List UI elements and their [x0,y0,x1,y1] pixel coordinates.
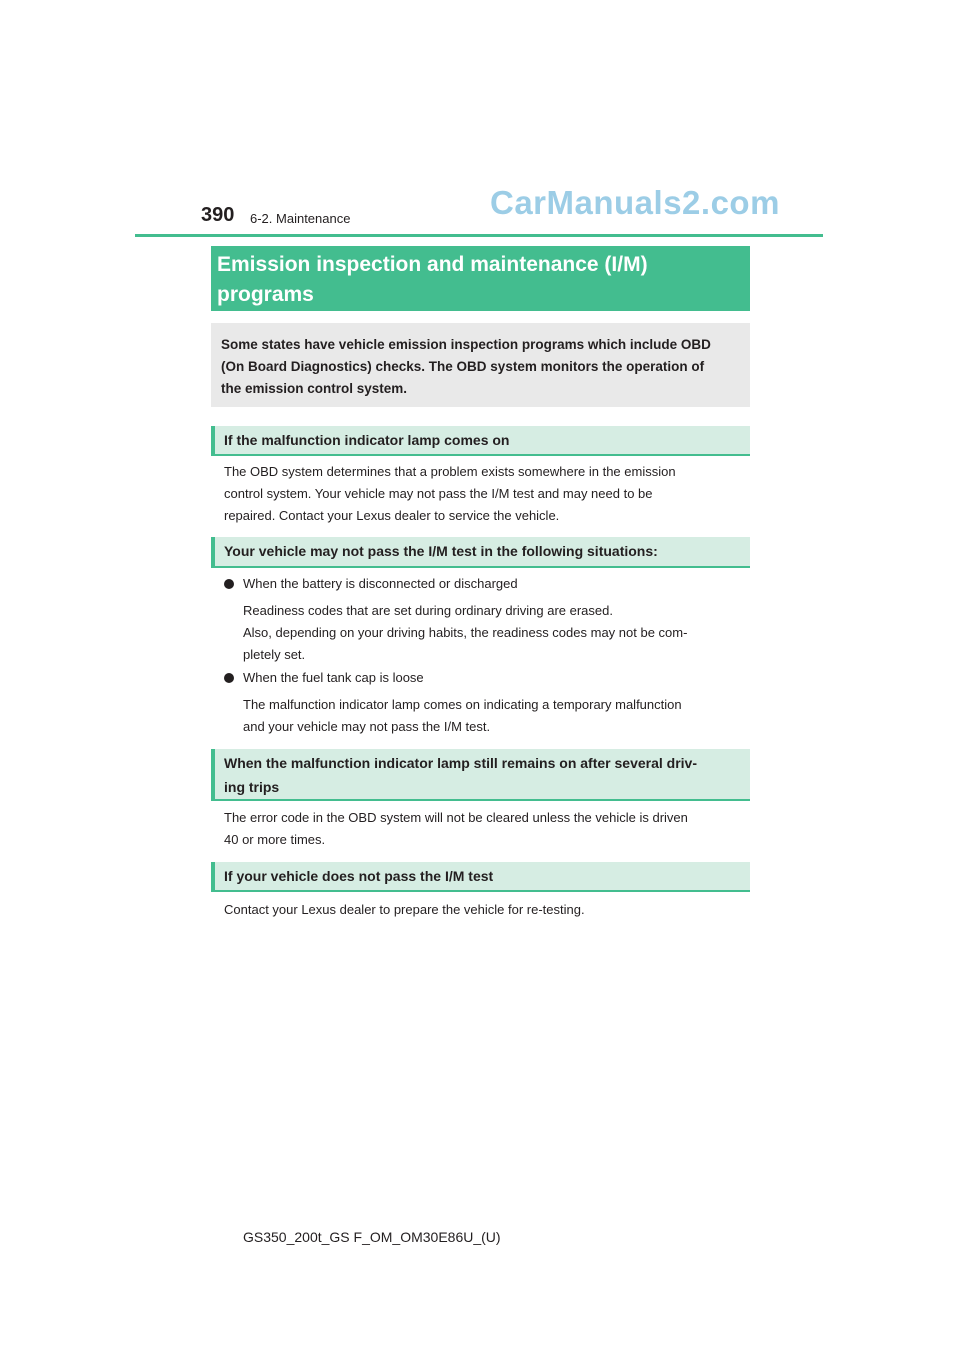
section4-line-1: Contact your Lexus dealer to prepare the vehicle for re-testing. [224,902,585,917]
page-title-line-2: programs [217,283,314,306]
bullet-fuel-cap-line-1: The malfunction indicator lamp comes on indicating a temporary malfunction [243,697,682,712]
section-label: 6-2. Maintenance [250,211,351,226]
section4-body [224,899,745,921]
bullet-fuel-cap-line-2: and your vehicle may not pass the I/M test. [243,719,491,734]
bullet-item-fuel-cap [224,667,745,689]
header-rule [135,234,823,237]
document-code: GS350_200t_GS F_OM_OM30E86U_(U) [243,1229,501,1245]
subhead-lamp-remains-on-line-1: When the malfunction indicator lamp still remains on after several driv- [224,755,697,771]
section1-line-2: control system. Your vehicle may not pass the I/M test and may need to be [224,486,653,501]
page-title-line-1: Emission inspection and maintenance (I/M) [217,253,648,276]
subhead-lamp-remains-on [211,749,750,801]
section1-body [224,461,745,527]
bullet-item-battery [224,573,745,595]
subhead-malfunction-lamp: If the malfunction indicator lamp comes on [211,426,750,456]
bullet-battery-detail [243,600,745,666]
subhead-may-not-pass: Your vehicle may not pass the I/M test in the following situations: [211,537,750,568]
section3-line-1: The error code in the OBD system will not be cleared unless the vehicle is driven [224,810,688,825]
bullet-title: When the fuel tank cap is loose [243,670,424,685]
bullet-fuel-cap-detail [243,694,745,738]
bullet-dot-icon [224,673,234,683]
subhead-does-not-pass: If your vehicle does not pass the I/M test [211,862,750,892]
bullet-battery-line-1: Readiness codes that are set during ordinary driving are erased. [243,603,613,618]
bullet-title: When the battery is disconnected or discharged [243,576,518,591]
page-title [211,246,750,311]
intro-line-2: (On Board Diagnostics) checks. The OBD system monitors the operation of [221,359,705,374]
section1-line-3: repaired. Contact your Lexus dealer to service the vehicle. [224,508,560,523]
subhead-lamp-remains-on-line-2: ing trips [224,779,280,795]
section3-line-2: 40 or more times. [224,832,326,847]
bullet-battery-line-2: Also, depending on your driving habits, the readiness codes may not be com- [243,625,688,640]
bullet-dot-icon [224,579,234,589]
bullet-battery-line-3: pletely set. [243,647,306,662]
watermark: CarManuals2.com [490,184,780,221]
intro-line-3: the emission control system. [221,381,408,396]
section3-body [224,807,745,851]
intro-line-1: Some states have vehicle emission inspection programs which include OBD [221,337,711,352]
section1-line-1: The OBD system determines that a problem exists somewhere in the emission [224,464,676,479]
page-number: 390 [201,204,235,226]
intro-box [211,323,750,407]
